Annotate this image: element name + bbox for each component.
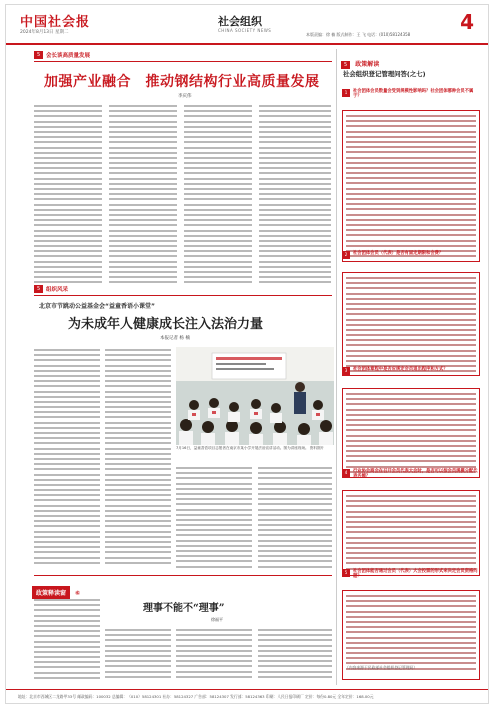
section-title: 社会组织 (218, 15, 262, 28)
qa-answer (342, 490, 480, 576)
page-footer: 地址：北京市西城区二龙路甲33号 邮政编码：100032 总编辑：（010）58124301 社办：58124327 广告部：58124307 发行部：58124363 印刷：人民日报印刷厂 定价：每份0.80元 全年定价：168.00元 (6, 689, 488, 703)
classroom-photo (176, 347, 334, 445)
policy-column-badge-number: ⑥ (75, 590, 81, 597)
article-column-4 (259, 103, 331, 289)
article3-column-2 (105, 627, 171, 683)
article-headline-2: 为未成年人健康成长注入法治力量 (68, 317, 264, 332)
qa-number: 3 (342, 367, 350, 375)
article-headline-3: 理事不能不“理事” (143, 603, 225, 614)
issue-date: 2024年8月13日 星期二 (20, 30, 69, 35)
masthead (6, 5, 488, 44)
article-author: 李庆伟 (178, 94, 192, 99)
article-author-2: 本报记者 杨 楠 (160, 336, 190, 341)
qa-item (342, 569, 480, 680)
article2-column-2 (105, 347, 171, 569)
qa-answer (342, 272, 480, 376)
article3-column-4 (258, 627, 332, 683)
qa-item (342, 89, 480, 262)
section-divider-3 (34, 575, 332, 576)
column-separator (336, 49, 337, 685)
qa-question: 社会团体会员（代表）是否有固定期限和会费？ (353, 251, 444, 256)
policy-column-badge-text: 政策释读窗 (32, 586, 70, 599)
article-column-3 (184, 103, 252, 289)
article-headline: 加强产业融合 推动钢结构行业高质量发展 (44, 74, 320, 90)
column-number-badge-2: 5 (34, 285, 43, 293)
article-kicker: 北京市节跳动公益基金会“益童香语小课堂” (39, 303, 155, 310)
article2-column-4 (258, 465, 332, 569)
qa-number: 1 (342, 89, 350, 97)
qa-item (342, 367, 480, 478)
classroom-photo-image (176, 347, 334, 445)
article3-column-1 (34, 597, 100, 683)
column-name-2: 组织风采 (46, 287, 69, 293)
article-column-2 (109, 103, 177, 289)
section-divider (34, 61, 332, 62)
qa-number: 5 (342, 569, 350, 577)
article-author-3: 徐福平 (211, 617, 223, 622)
qa-question: 社会团体章程中是否应规定会员退出程序和方式？ (353, 367, 448, 372)
sidebar-title: 社会组织登记管理问答(之七) (343, 70, 426, 78)
qa-question: 社会团体能否通过会员（代表）大会投票的形式来决定会员资格问题？ (353, 569, 478, 580)
sidebar-source-note: （内容来源于民政部社会组织登记管理局） (345, 665, 418, 670)
newspaper-page (5, 4, 489, 704)
qa-item (342, 469, 480, 576)
qa-question: 社会团体会员数量会受到规模性影响吗？社会团体哪种会员不属于？ (353, 89, 474, 100)
newspaper-logo: 中国社会报 (20, 15, 91, 30)
sidebar-label-badge: 5 (341, 61, 350, 69)
article2-column-3 (176, 465, 252, 569)
section-divider-2 (34, 295, 332, 296)
editor-meta: 本版责编：徐 楠 版式制作：王 飞 电话：(010)58124358 (306, 32, 411, 37)
qa-number: 2 (342, 251, 350, 259)
column-number-badge: 5 (34, 51, 43, 59)
article3-column-3 (176, 627, 252, 683)
policy-column-badge (32, 580, 136, 597)
qa-question: 行业协会商会在召开会员代表大会时，是否可以按会员规模分配代表名额？ (353, 469, 478, 480)
article-column-1 (34, 103, 102, 289)
qa-item (342, 251, 480, 376)
qa-answer (342, 388, 480, 478)
masthead-rule (6, 43, 488, 45)
qa-answer (342, 110, 480, 262)
sidebar-header (341, 51, 379, 70)
section-title-en: CHINA SOCIETY NEWS (218, 28, 272, 33)
sidebar-label: 政策解读 (355, 61, 380, 68)
sidebar-qa (339, 49, 483, 677)
photo-caption: 7月16日，益童香语项目志愿者在南京市某小学开展法治宣讲活动。图为讲座现场。 资料图片 (176, 446, 325, 450)
page-number: 4 (460, 10, 474, 34)
qa-number: 4 (342, 469, 350, 477)
article2-column-1 (34, 347, 100, 569)
column-name: 会长谈高质量发展 (46, 53, 91, 59)
